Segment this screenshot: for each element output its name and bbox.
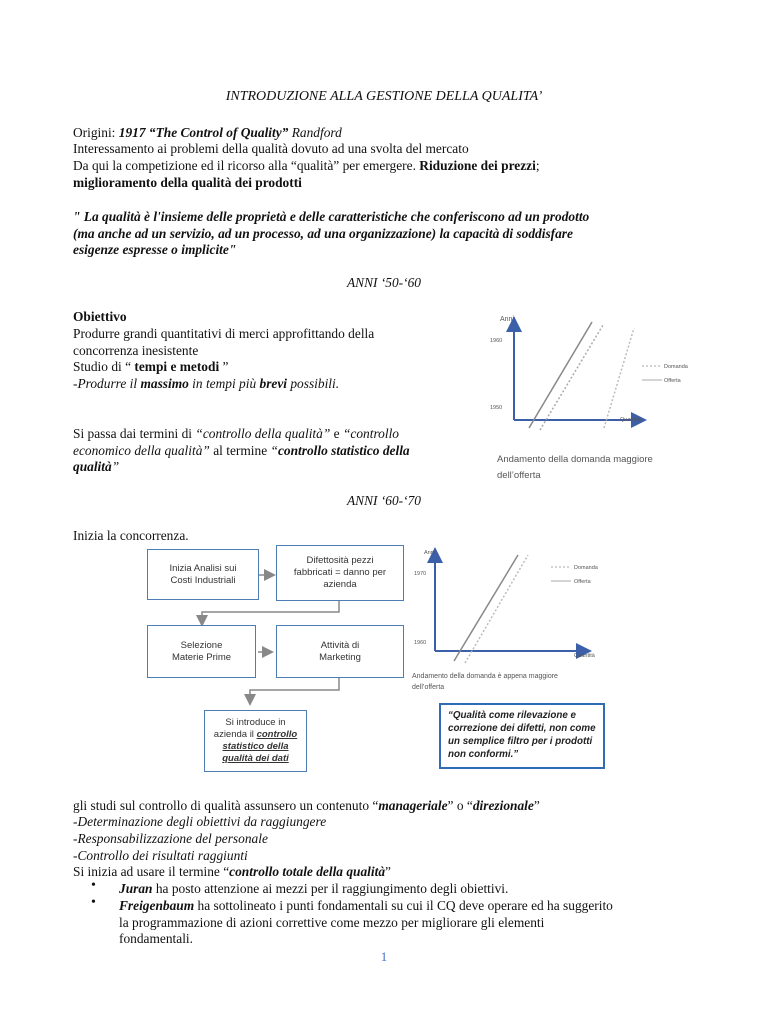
s1-line-3a: Studio di “: [73, 359, 135, 374]
juran-text: ha posto attenzione ai mezzi per il raggiungimento degli obiettivi.: [152, 881, 509, 896]
freigenbaum: Freigenbaum: [119, 898, 195, 913]
page-title: INTRODUZIONE ALLA GESTIONE DELLA QUALITA’: [225, 89, 543, 104]
flow-box-5-emphasis: controllo statistico della qualità dei dati: [222, 729, 298, 764]
flow-box-2-text: Difettosità pezzi fabbricati = danno per azienda: [293, 555, 387, 590]
quote-line-3: esigenze espresse o implicite": [73, 242, 237, 257]
s1-line-4e: possibili.: [287, 376, 340, 391]
s1-line-5a: Si passa dai termini di: [73, 426, 196, 441]
bullet-freigenbaum: [119, 897, 613, 914]
section-heading-50-60: ANNI ‘50-‘60: [346, 275, 421, 290]
callout-qualita: “Qualità come rilevazione e correzione dei difetti, non come un semplice filtro per i prodotti non conformi.”: [439, 703, 605, 769]
s1-line-1: Produrre grandi quantitativi di merci approfittando della: [73, 326, 375, 341]
s1-line-4a: -Produrre il: [73, 376, 141, 391]
axis-x-label: Quantità: [620, 417, 641, 423]
brevi: brevi: [259, 376, 288, 391]
flow-box-4-text: Attività di Marketing: [319, 639, 361, 663]
s1-line-5b: “controllo della qualità”: [195, 426, 331, 441]
arrow-4-5: [250, 678, 339, 703]
quote-line-1: " La qualità è l'insieme delle proprietà e delle caratteristiche che conferiscono ad un prodotto: [73, 209, 590, 224]
flow-box-marketing: [276, 625, 404, 678]
s3-line-1e: ”: [533, 798, 540, 813]
bullet-juran: [119, 880, 508, 897]
intro-line-3-text: Da qui la competizione ed il ricorso alla “qualità” per emergere.: [73, 158, 420, 173]
s3-line-3: -Responsabilizzazione del personale: [73, 831, 268, 846]
flow-box-1-text: Inizia Analisi sui Costi Industriali: [169, 562, 237, 586]
s1-line-3: [73, 358, 228, 375]
s1-line-7b: ”: [111, 459, 120, 474]
origini-label: Origini:: [73, 125, 119, 140]
massimo: massimo: [140, 376, 189, 391]
flow-box-selezione-materie: [147, 625, 256, 678]
bullet-icon: •: [91, 878, 96, 893]
s3-line-5a: Si inizia ad usare il termine “: [73, 864, 230, 879]
s3-line-1: [73, 797, 540, 814]
obiettivo-heading: Obiettivo: [73, 309, 127, 324]
page-number: 1: [380, 949, 388, 964]
tempi-metodi: tempi e metodi: [134, 359, 220, 374]
offerta-line: [454, 555, 518, 661]
s1-line-6a: economico della qualità”: [73, 443, 210, 458]
s1-line-7: [73, 458, 119, 475]
s1-line-2: concorrenza inesistente: [73, 343, 199, 358]
flow-box-analisi-costi: [147, 549, 259, 600]
s1-line-4: [73, 375, 339, 392]
bullet-icon: •: [91, 895, 96, 910]
legend-offerta: Offerta: [664, 378, 681, 384]
chart1-caption-1: Andamento della domanda maggiore: [497, 454, 653, 465]
s1-line-5c: e: [330, 426, 343, 441]
manageriale: manageriale: [378, 798, 448, 813]
chart2-caption-1: Andamento della domanda è appena maggiore: [412, 673, 558, 680]
domanda-line: [540, 325, 603, 430]
s2-line-1: Inizia la concorrenza.: [73, 528, 189, 543]
chart-domanda-offerta-1950: [478, 312, 698, 492]
axis-y-label: Anni: [500, 316, 515, 323]
s1-line-6: [73, 442, 410, 459]
bullet-freigenbaum-cont-1: la programmazione di azioni correttive come mezzo per migliorare gli elementi: [119, 915, 545, 930]
s1-line-4c: in tempi più: [188, 376, 260, 391]
juran: Juran: [119, 881, 153, 896]
offerta-line: [529, 322, 592, 428]
riduzione-prezzi: Riduzione dei prezzi: [419, 158, 536, 173]
flow-box-controllo-statistico: [204, 710, 307, 772]
quote-line-2: (ma anche ad un servizio, ad un processo, ad una organizzazione) la capacità di soddisfare: [73, 226, 573, 241]
chart1-caption-2: dell’offerta: [497, 470, 541, 481]
s3-line-1a: gli studi sul controllo di qualità assunsero un contenuto “: [73, 798, 379, 813]
origini-year: 1917 “The Control of Quality”: [118, 125, 289, 140]
s1-line-6d: controllo statistico della: [277, 443, 410, 458]
s1-line-5d: “controllo: [342, 426, 399, 441]
semicolon: ;: [535, 158, 540, 173]
flow-box-5-text: Si introduce in azienda il: [213, 717, 286, 740]
chart-domanda-offerta-1960: [408, 545, 668, 695]
domanda-line-2: [604, 328, 634, 428]
origini-author: Randford: [288, 125, 342, 140]
axis-x-label: Quantità: [574, 653, 595, 659]
direzionale: direzionale: [472, 798, 534, 813]
flow-box-difettosita: [276, 545, 404, 601]
chart2-caption-2: dell’offerta: [412, 684, 445, 691]
s1-line-6c: “: [270, 443, 278, 458]
tick-1970: 1970: [414, 571, 427, 577]
tick-1960: 1960: [490, 338, 503, 344]
controllo-totale: controllo totale della qualità: [229, 864, 386, 879]
s1-line-6b: al termine: [209, 443, 271, 458]
legend-domanda: Domanda: [664, 364, 688, 370]
freigenbaum-text: ha sottolineato i punti fondamentali su cui il CQ deve operare ed ha suggerito: [194, 898, 613, 913]
intro-line-3: [73, 157, 540, 174]
legend-offerta: Offerta: [574, 579, 591, 585]
arrow-2-3: [202, 601, 339, 624]
s3-line-5: [73, 863, 391, 880]
s1-line-3c: ”: [219, 359, 229, 374]
s1-line-7a: qualità: [73, 459, 112, 474]
intro-line-4: miglioramento della qualità dei prodotti: [73, 175, 302, 190]
s3-line-5c: ”: [385, 864, 391, 879]
section-heading-60-70: ANNI ‘60-‘70: [346, 493, 421, 508]
s1-line-5: [73, 425, 399, 442]
tick-1950: 1950: [490, 405, 503, 411]
s3-line-2: -Determinazione degli obiettivi da raggiungere: [73, 814, 327, 829]
domanda-line: [465, 555, 528, 663]
axis-y-label: Anni: [424, 550, 436, 556]
origini-line: [73, 124, 342, 141]
intro-line-2: Interessamento ai problemi della qualità dovuto ad una svolta del mercato: [73, 141, 469, 156]
legend-domanda: Domanda: [574, 565, 598, 571]
s3-line-4: -Controllo dei risultati raggiunti: [73, 848, 248, 863]
bullet-freigenbaum-cont-2: fondamentali.: [119, 931, 193, 946]
tick-1960: 1960: [414, 640, 427, 646]
s3-line-1c: ” o “: [447, 798, 473, 813]
flow-box-3-text: Selezione Materie Prime: [171, 639, 232, 663]
